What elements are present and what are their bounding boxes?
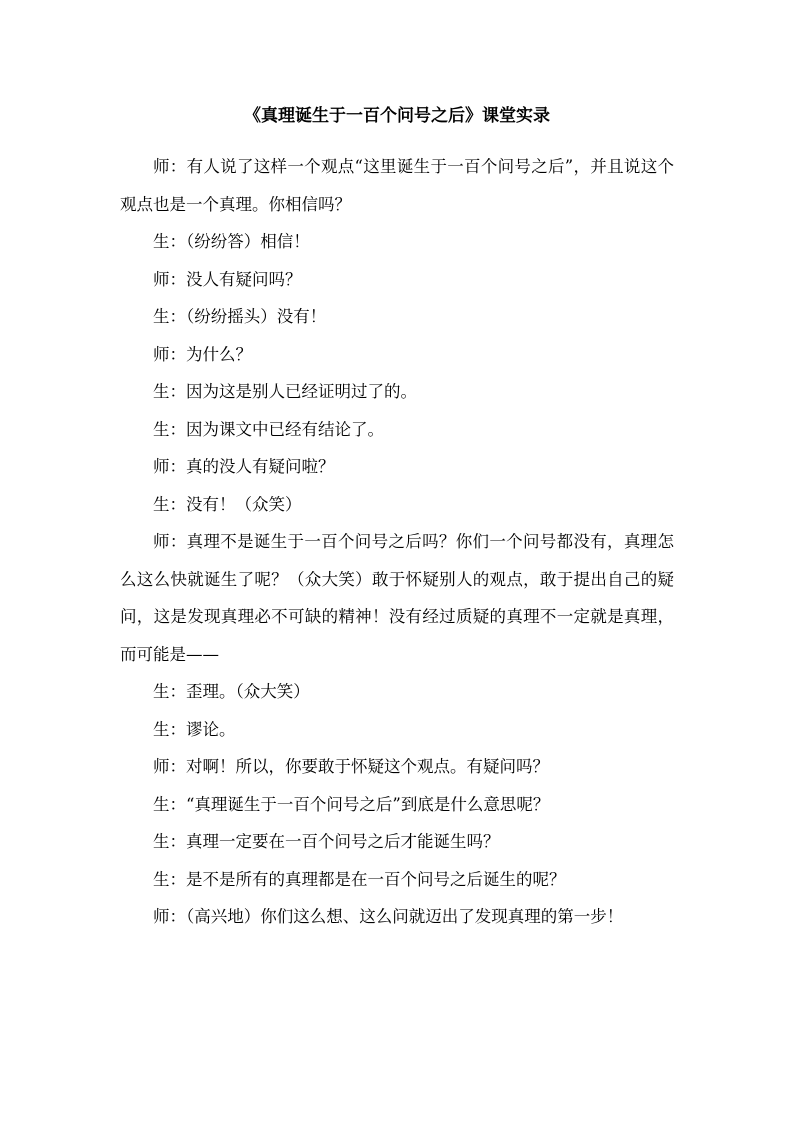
paragraph-10: 师：真理不是诞生于一百个问号之后吗？你们一个问号都没有，真理怎么这么快就诞生了呢？（众大笑）敢于怀疑别人的观点，敢于提出自己的疑问，这是发现真理必不可缺的精神！没有经过质疑的真理不一定就是真理，而可能是——	[120, 532, 674, 664]
paragraph-7: 生：因为课文中已经有结论了。	[153, 419, 384, 439]
paragraph-9: 生：没有！（众笑）	[153, 494, 302, 514]
paragraph-12: 生：谬论。	[153, 719, 236, 739]
paragraph-14: 生：“真理诞生于一百个问号之后”到底是什么意思呢？	[153, 794, 550, 814]
paragraph-16: 生：是不是所有的真理都是在一百个问号之后诞生的呢？	[153, 869, 566, 889]
document-body	[120, 148, 674, 936]
paragraph-2: 生：（纷纷答）相信！	[153, 232, 310, 251]
paragraph-13: 师：对啊！所以，你要敢于怀疑这个观点。有疑问吗？	[153, 757, 549, 776]
paragraph-11: 生：歪理。（众大笑）	[153, 682, 310, 701]
document-title: 《真理诞生于一百个问号之后》课堂实录	[244, 106, 550, 126]
paragraph-15: 生：真理一定要在一百个问号之后才能诞生吗？	[153, 832, 500, 851]
paragraph-5: 师：为什么？	[153, 344, 252, 364]
paragraph-6: 生：因为这是别人已经证明过了的。	[153, 382, 417, 401]
paragraph-1: 师：有人说了这样一个观点“这里诞生于一百个问号之后”，并且说这个观点也是一个真理。你相信吗？	[120, 157, 674, 214]
paragraph-8: 师：真的没人有疑问啦？	[153, 457, 335, 476]
paragraph-4: 生：（纷纷摇头）没有！	[153, 307, 327, 326]
paragraph-3: 师：没人有疑问吗？	[153, 269, 302, 289]
paragraph-17: 师：（高兴地）你们这么想、这么问就迈出了发现真理的第一步！	[153, 907, 624, 926]
